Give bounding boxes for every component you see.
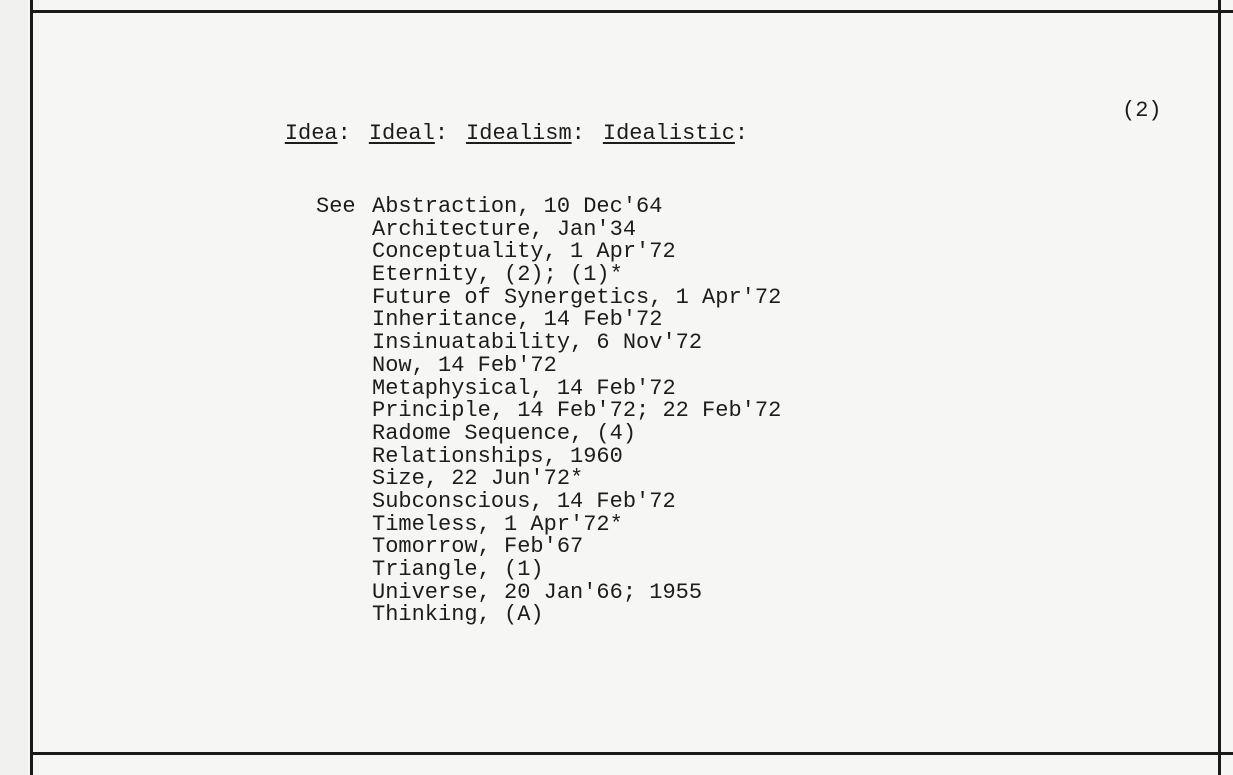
page-number: (2): [1122, 98, 1162, 123]
reference-item: Now, 14 Feb'72: [372, 352, 557, 378]
reference-item: Radome Sequence, (4): [372, 420, 637, 446]
reference-item: Conceptuality, 1 Apr'72: [372, 239, 676, 265]
see-label: See: [316, 194, 356, 219]
heading-separator: :: [434, 120, 449, 146]
reference-item: Inheritance, 14 Feb'72: [372, 307, 663, 333]
heading-separator: :: [337, 120, 351, 146]
heading-term-idealism: Idealism: [466, 120, 572, 146]
reference-item: Architecture, Jan'34: [372, 216, 637, 242]
card-bottom-border: [30, 752, 1233, 755]
reference-item: Tomorrow, Feb'67: [372, 534, 584, 560]
heading-separator: :: [734, 120, 749, 146]
reference-item: Relationships, 1960: [372, 443, 623, 469]
card-right-border: [1218, 0, 1221, 775]
heading-term-ideal: Ideal: [368, 120, 435, 146]
reference-item: Subconscious, 14 Feb'72: [372, 488, 676, 514]
card-left-border: [30, 0, 33, 775]
card-heading: [232, 100, 766, 168]
reference-item: Triangle, (1): [372, 557, 544, 582]
heading-separator: :: [571, 120, 585, 146]
reference-item: Insinuatability, 6 Nov'72: [372, 330, 703, 356]
reference-item: Future of Synergetics, 1 Apr'72: [372, 284, 782, 310]
reference-item: Timeless, 1 Apr'72*: [372, 511, 623, 537]
reference-item: Principle, 14 Feb'72; 22 Feb'72: [372, 398, 782, 424]
scan-margin: [0, 0, 28, 775]
reference-list: [372, 196, 781, 627]
card-top-border: [30, 10, 1233, 13]
heading-term-idea: Idea: [284, 120, 338, 146]
heading-term-idealistic: Idealistic: [602, 120, 735, 146]
reference-item: Abstraction, 10 Dec'64: [372, 194, 663, 219]
reference-item: Universe, 20 Jan'66; 1955: [372, 579, 703, 605]
reference-item: Thinking, (A): [372, 602, 544, 628]
reference-item: Metaphysical, 14 Feb'72: [372, 375, 676, 401]
reference-item: Size, 22 Jun'72*: [372, 466, 584, 492]
reference-item: Eternity, (2); (1)*: [372, 262, 623, 288]
